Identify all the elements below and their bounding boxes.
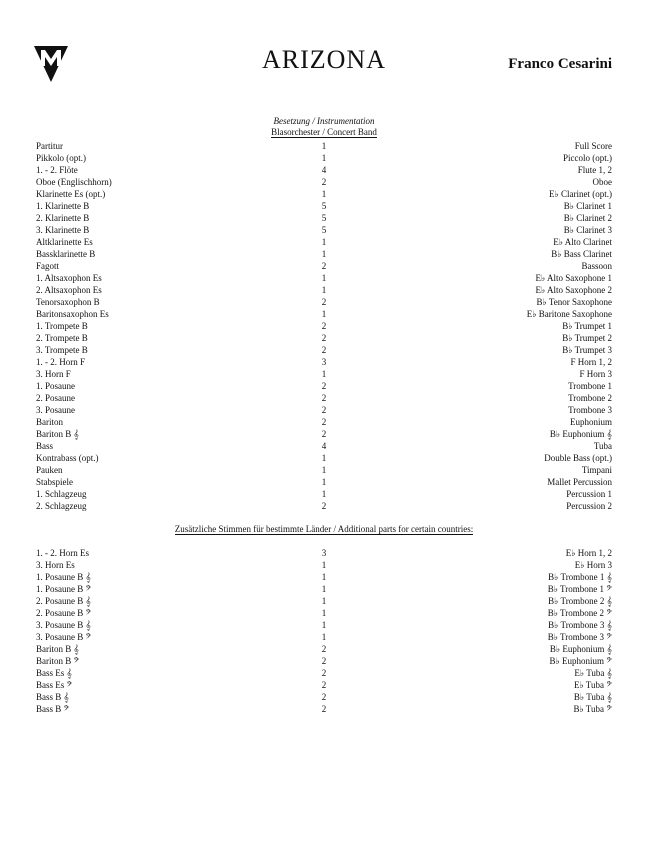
part-name-english: B♭ Trombone 2 𝄢 [547, 608, 612, 618]
part-quantity: 2 [321, 381, 327, 391]
part-quantity: 2 [321, 405, 327, 415]
part-row [36, 655, 612, 667]
part-row [36, 452, 612, 464]
part-row [36, 703, 612, 715]
part-name-english: E♭ Baritone Saxophone [526, 309, 612, 319]
part-quantity: 1 [321, 620, 327, 630]
part-name-english: Piccolo (opt.) [563, 153, 612, 163]
part-quantity: 2 [321, 644, 327, 654]
part-quantity: 1 [321, 453, 327, 463]
part-quantity: 2 [321, 656, 327, 666]
part-quantity: 1 [321, 477, 327, 487]
part-row [36, 176, 612, 188]
part-row [36, 476, 612, 488]
part-quantity: 1 [321, 596, 327, 606]
part-name-german: Bass Es 𝄞 [36, 668, 72, 678]
part-name-english: Euphonium [570, 417, 612, 427]
part-quantity: 2 [321, 177, 327, 187]
part-name-english: F Horn 1, 2 [570, 357, 612, 367]
part-name-german: Tenorsaxophon B [36, 297, 100, 307]
part-name-german: Kontrabass (opt.) [36, 453, 99, 463]
part-name-english: E♭ Horn 1, 2 [565, 548, 612, 558]
part-row [36, 643, 612, 655]
part-name-english: Trombone 1 [568, 381, 612, 391]
part-name-german: 1. - 2. Horn Es [36, 548, 89, 558]
part-name-german: Bass [36, 441, 54, 451]
part-name-german: 2. Posaune B 𝄞 [36, 596, 91, 606]
part-quantity: 1 [321, 608, 327, 618]
part-name-german: Pauken [36, 465, 63, 475]
part-name-german: 2. Schlagzeug [36, 501, 87, 511]
part-name-german: Bass B 𝄢 [36, 704, 70, 714]
part-quantity: 4 [321, 165, 327, 175]
instrumentation-subheading: Blasorchester / Concert Band [271, 127, 377, 137]
part-name-german: 3. Posaune B 𝄞 [36, 620, 91, 630]
part-name-english: B♭ Tuba 𝄞 [573, 692, 612, 702]
part-name-german: Bass Es 𝄢 [36, 680, 73, 690]
part-row [36, 368, 612, 380]
part-name-english: B♭ Trumpet 3 [562, 345, 612, 355]
part-name-english: E♭ Alto Saxophone 1 [535, 273, 612, 283]
part-row [36, 140, 612, 152]
instrumentation-list [36, 140, 612, 512]
part-quantity: 2 [321, 345, 327, 355]
part-quantity: 1 [321, 465, 327, 475]
part-name-german: Bariton [36, 417, 63, 427]
part-row [36, 248, 612, 260]
part-name-english: Trombone 3 [568, 405, 612, 415]
part-row [36, 332, 612, 344]
part-name-german: Bariton B 𝄢 [36, 656, 80, 666]
part-row [36, 224, 612, 236]
part-name-english: B♭ Tenor Saxophone [536, 297, 612, 307]
part-name-german: 3. Horn Es [36, 560, 75, 570]
part-row [36, 440, 612, 452]
part-row [36, 607, 612, 619]
part-name-german: 3. Trompete B [36, 345, 88, 355]
part-name-german: Altklarinette Es [36, 237, 93, 247]
part-row [36, 380, 612, 392]
part-quantity: 2 [321, 393, 327, 403]
part-quantity: 2 [321, 692, 327, 702]
part-row [36, 500, 612, 512]
part-name-english: B♭ Trumpet 2 [562, 333, 612, 343]
additional-parts-heading: Zusätzliche Stimmen für bestimmte Länder / Additional parts for certain countries: [174, 524, 474, 534]
part-quantity: 1 [321, 489, 327, 499]
part-name-german: Bass B 𝄞 [36, 692, 69, 702]
part-name-german: 1. Posaune B 𝄢 [36, 584, 92, 594]
part-name-german: 1. Klarinette B [36, 201, 90, 211]
part-row [36, 488, 612, 500]
part-name-german: Bariton B 𝄞 [36, 644, 79, 654]
instrumentation-heading: Besetzung / Instrumentation [273, 116, 375, 126]
part-name-german: 3. Posaune B 𝄢 [36, 632, 92, 642]
part-name-german: Bariton B 𝄞 [36, 429, 79, 439]
part-row [36, 320, 612, 332]
part-name-german: Partitur [36, 141, 63, 151]
part-row [36, 392, 612, 404]
part-row [36, 679, 612, 691]
part-quantity: 1 [321, 285, 327, 295]
part-row [36, 308, 612, 320]
part-name-german: Klarinette Es (opt.) [36, 189, 106, 199]
part-quantity: 1 [321, 237, 327, 247]
part-row [36, 260, 612, 272]
part-name-english: Mallet Percussion [547, 477, 612, 487]
part-row [36, 284, 612, 296]
part-quantity: 2 [321, 501, 327, 511]
part-name-english: B♭ Euphonium 𝄞 [549, 644, 612, 654]
part-name-english: Oboe [592, 177, 612, 187]
part-row [36, 236, 612, 248]
part-quantity: 1 [321, 560, 327, 570]
part-name-english: B♭ Trombone 3 𝄢 [547, 632, 612, 642]
part-row [36, 200, 612, 212]
part-row [36, 691, 612, 703]
part-name-german: Pikkolo (opt.) [36, 153, 87, 163]
part-quantity: 1 [321, 153, 327, 163]
part-name-english: B♭ Trombone 1 𝄞 [548, 572, 612, 582]
part-name-german: 3. Klarinette B [36, 225, 90, 235]
part-name-english: B♭ Euphonium 𝄞 [549, 429, 612, 439]
part-quantity: 1 [321, 189, 327, 199]
part-name-german: 3. Posaune [36, 405, 75, 415]
part-name-german: Oboe (Englischhorn) [36, 177, 112, 187]
part-row [36, 212, 612, 224]
part-name-english: E♭ Alto Saxophone 2 [535, 285, 612, 295]
part-name-english: E♭ Clarinet (opt.) [549, 189, 612, 199]
part-row [36, 667, 612, 679]
part-row [36, 428, 612, 440]
part-row [36, 164, 612, 176]
part-name-german: 1. Trompete B [36, 321, 88, 331]
part-quantity: 2 [321, 680, 327, 690]
part-row [36, 571, 612, 583]
part-row [36, 416, 612, 428]
part-name-english: B♭ Tuba 𝄢 [573, 704, 612, 714]
part-quantity: 1 [321, 273, 327, 283]
part-name-german: 1. Posaune [36, 381, 75, 391]
part-name-english: B♭ Trombone 2 𝄞 [548, 596, 612, 606]
part-row [36, 619, 612, 631]
part-name-german: 1. Schlagzeug [36, 489, 87, 499]
additional-parts-list [36, 547, 612, 715]
part-name-english: Timpani [581, 465, 612, 475]
part-row [36, 404, 612, 416]
part-quantity: 2 [321, 704, 327, 714]
part-name-english: E♭ Horn 3 [574, 560, 612, 570]
part-quantity: 2 [321, 297, 327, 307]
part-name-english: B♭ Trombone 1 𝄢 [547, 584, 612, 594]
part-quantity: 5 [321, 213, 327, 223]
part-name-german: Baritonsaxophon Es [36, 309, 109, 319]
part-name-english: B♭ Bass Clarinet [551, 249, 612, 259]
part-row [36, 595, 612, 607]
part-name-german: 1. Posaune B 𝄞 [36, 572, 91, 582]
part-quantity: 1 [321, 632, 327, 642]
part-name-english: Full Score [574, 141, 612, 151]
part-name-german: 1. - 2. Horn F [36, 357, 85, 367]
part-name-english: Bassoon [581, 261, 612, 271]
part-quantity: 1 [321, 249, 327, 259]
part-name-english: Flute 1, 2 [577, 165, 612, 175]
part-name-english: Percussion 2 [566, 501, 612, 511]
composer-name: Franco Cesarini [508, 56, 612, 72]
part-quantity: 2 [321, 333, 327, 343]
part-name-english: Trombone 2 [568, 393, 612, 403]
part-quantity: 2 [321, 321, 327, 331]
part-quantity: 1 [321, 369, 327, 379]
part-row [36, 188, 612, 200]
part-name-german: Fagott [36, 261, 60, 271]
part-name-english: B♭ Trombone 3 𝄞 [548, 620, 612, 630]
part-name-german: Bassklarinette B [36, 249, 96, 259]
part-name-english: Percussion 1 [566, 489, 612, 499]
part-name-english: B♭ Trumpet 1 [562, 321, 612, 331]
part-name-english: B♭ Euphonium 𝄢 [549, 656, 612, 666]
part-row [36, 547, 612, 559]
part-row [36, 559, 612, 571]
page-title: ARIZONA [262, 45, 386, 74]
part-name-english: E♭ Alto Clarinet [553, 237, 612, 247]
part-row [36, 344, 612, 356]
part-quantity: 1 [321, 141, 327, 151]
part-name-german: 2. Posaune [36, 393, 75, 403]
part-quantity: 5 [321, 225, 327, 235]
part-name-english: E♭ Tuba 𝄢 [573, 680, 612, 690]
part-row [36, 296, 612, 308]
part-name-german: 2. Posaune B 𝄢 [36, 608, 92, 618]
part-name-german: 2. Klarinette B [36, 213, 90, 223]
part-row [36, 583, 612, 595]
part-name-english: B♭ Clarinet 1 [563, 201, 612, 211]
part-quantity: 4 [321, 441, 327, 451]
part-name-german: 1. Altsaxophon Es [36, 273, 102, 283]
part-quantity: 5 [321, 201, 327, 211]
part-quantity: 2 [321, 668, 327, 678]
part-name-german: 3. Horn F [36, 369, 71, 379]
part-name-english: Tuba [593, 441, 612, 451]
part-name-german: 1. - 2. Flöte [36, 165, 78, 175]
part-row [36, 152, 612, 164]
part-quantity: 3 [321, 357, 327, 367]
part-row [36, 356, 612, 368]
part-name-german: Stabspiele [36, 477, 73, 487]
part-quantity: 2 [321, 261, 327, 271]
part-name-english: B♭ Clarinet 3 [563, 225, 612, 235]
part-row [36, 631, 612, 643]
part-name-english: Double Bass (opt.) [544, 453, 612, 463]
part-quantity: 2 [321, 429, 327, 439]
part-row [36, 464, 612, 476]
part-quantity: 1 [321, 584, 327, 594]
part-name-german: 2. Altsaxophon Es [36, 285, 102, 295]
part-name-english: B♭ Clarinet 2 [563, 213, 612, 223]
part-quantity: 1 [321, 309, 327, 319]
part-name-english: E♭ Tuba 𝄞 [574, 668, 612, 678]
part-quantity: 1 [321, 572, 327, 582]
part-quantity: 2 [321, 417, 327, 427]
part-name-english: F Horn 3 [579, 369, 612, 379]
part-row [36, 272, 612, 284]
part-name-german: 2. Trompete B [36, 333, 88, 343]
part-quantity: 3 [321, 548, 327, 558]
